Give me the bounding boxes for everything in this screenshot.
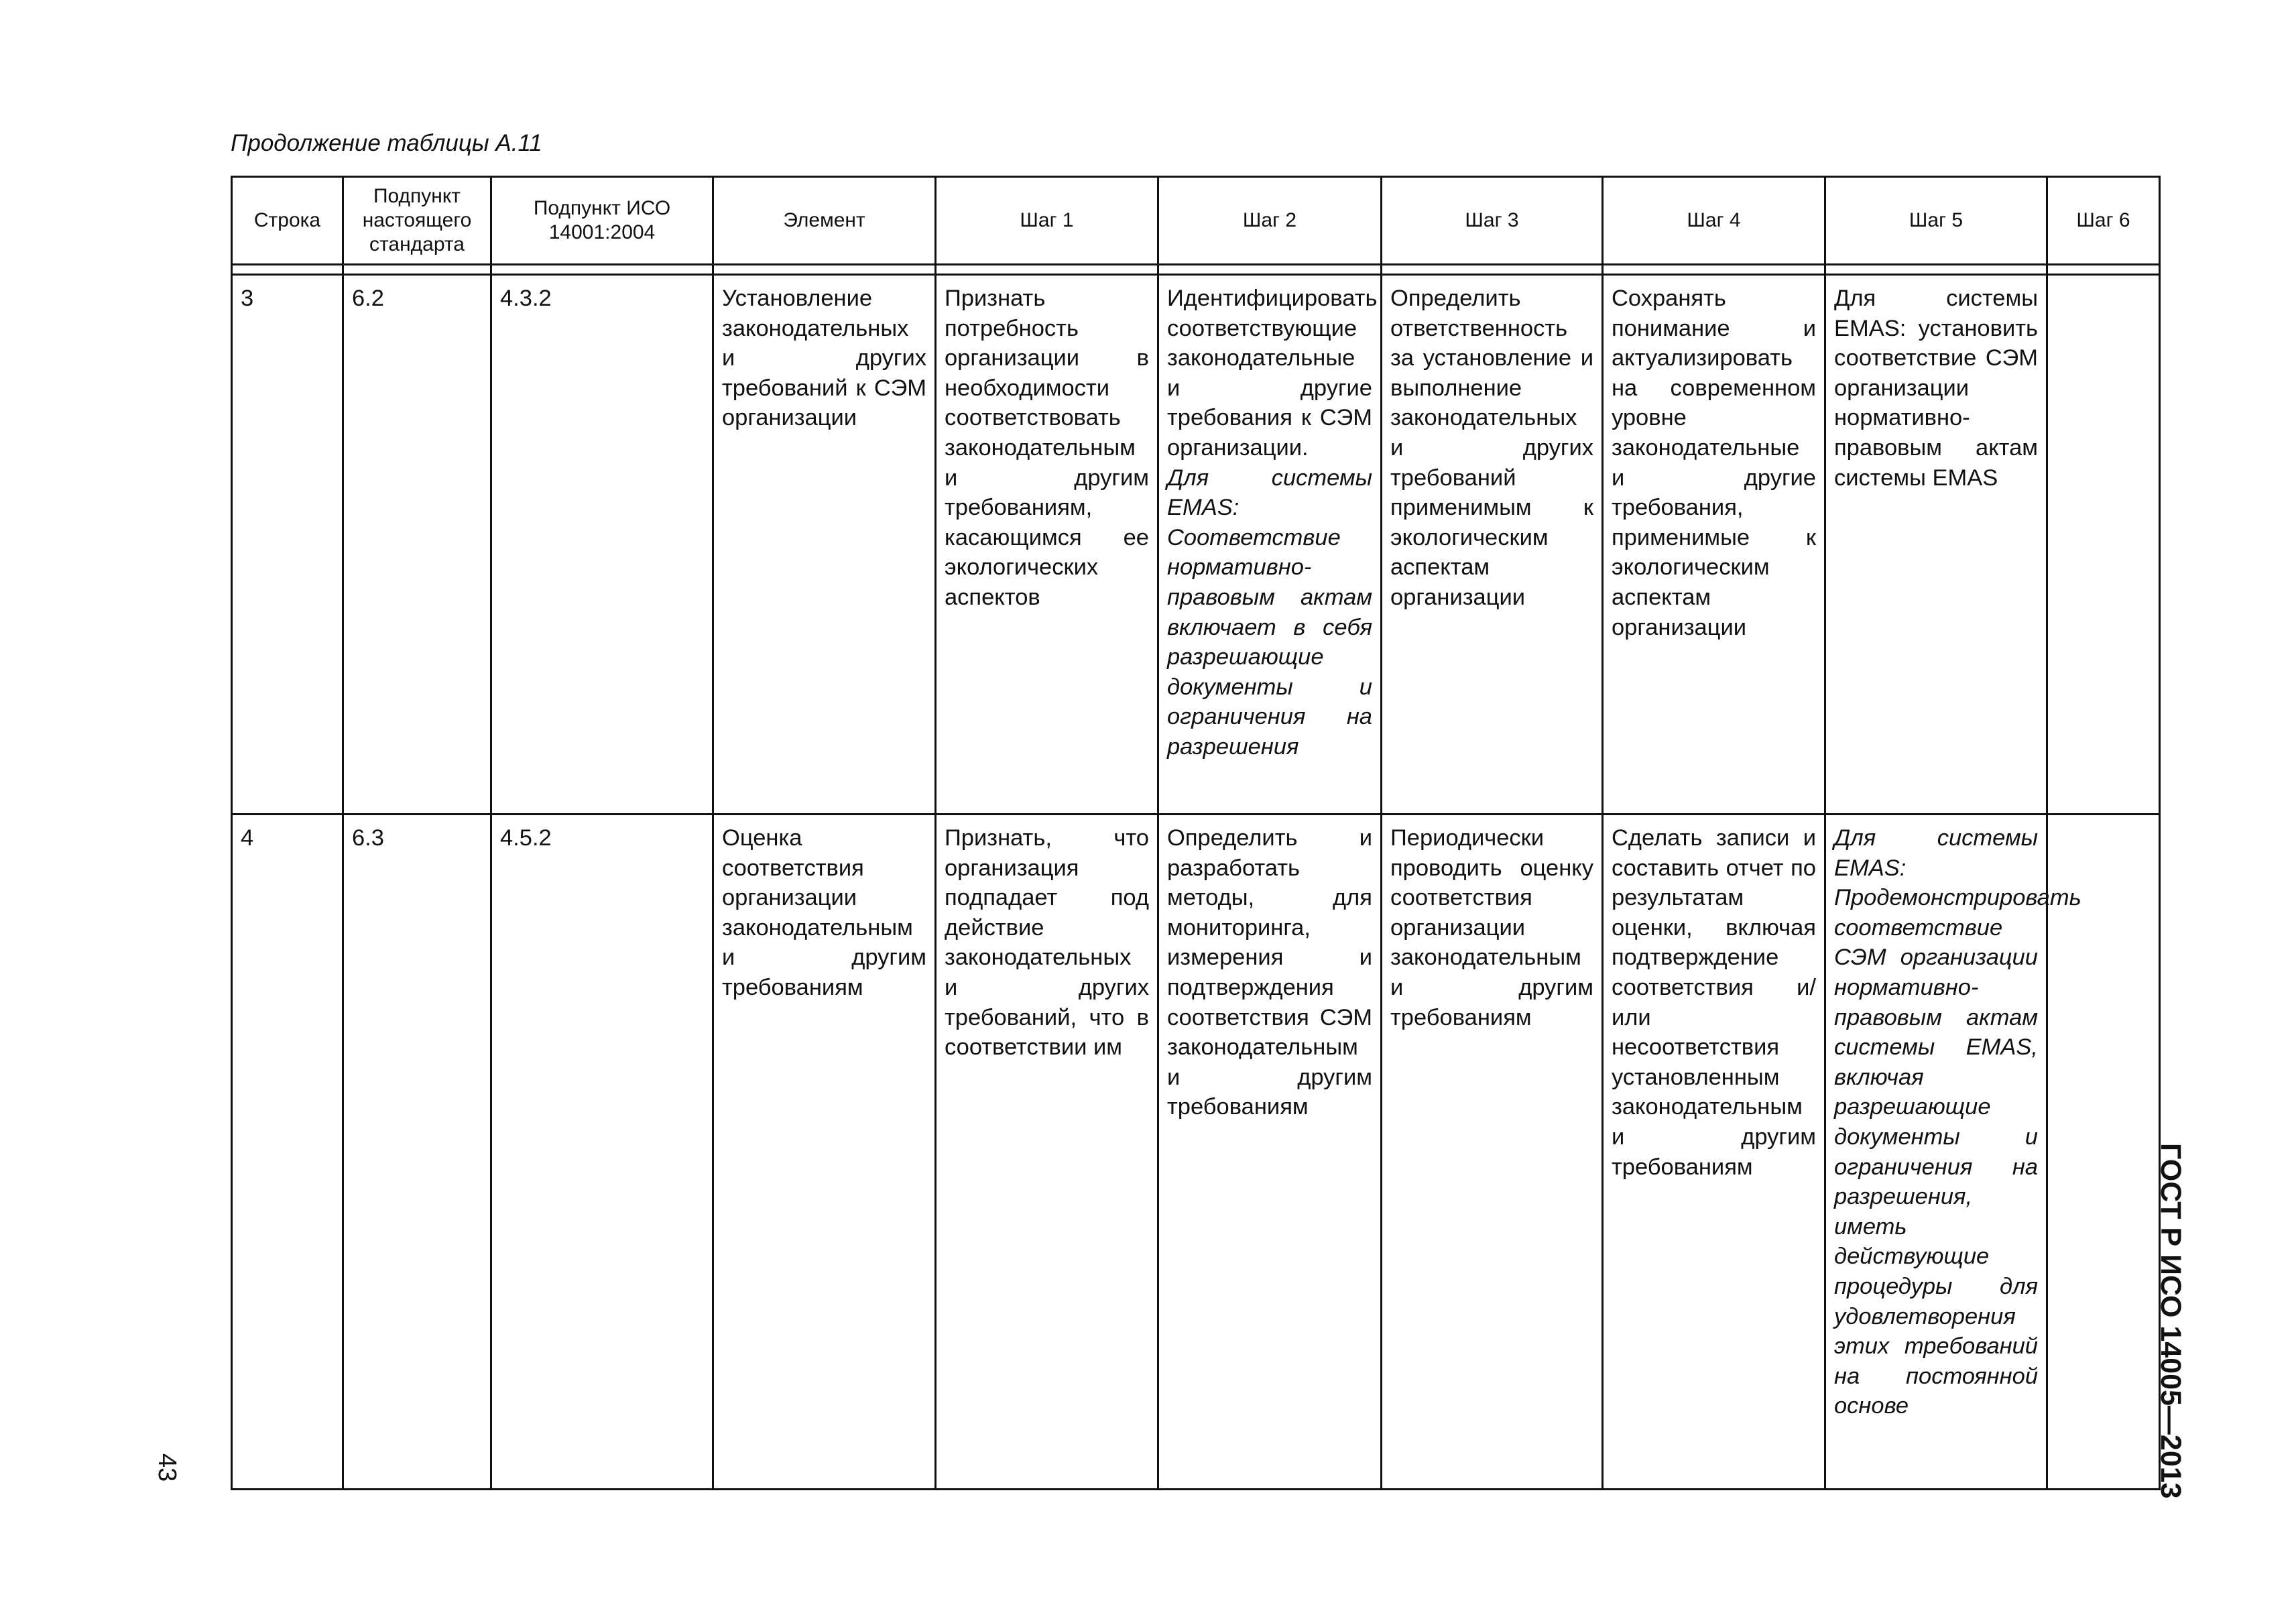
step6-cell	[2047, 275, 2160, 815]
step2-text: Идентифицировать соответствующие законодательные и другие требования к СЭМ организации.	[1167, 286, 1378, 461]
requirements-table	[231, 176, 2161, 1490]
step1-cell: Признать потребность организации в необходимости соответствовать законодательным и другим требованиям, касающимся ее экологических аспектов	[936, 275, 1158, 815]
header-cell: Шаг 1	[936, 177, 1158, 265]
step5-cell: Для системы EMAS: Продемонстрировать соответствие СЭМ организации нормативно-правовым актам системы EMAS, включая разрешающие документы и ограничения на разрешения, иметь действующие процедуры для удовлетворения этих требований на постоянной основе	[1825, 815, 2047, 1490]
header-separator	[232, 265, 2160, 275]
table-row	[232, 815, 2160, 1490]
header-cell: Шаг 3	[1382, 177, 1603, 265]
standard-clause-cell: 6.3	[343, 815, 491, 1490]
header-cell: Шаг 4	[1603, 177, 1825, 265]
table-caption: Продолжение таблицы А.11	[231, 130, 542, 156]
standard-identifier: ГОСТ Р ИСО 14005—2013	[2155, 1143, 2187, 1499]
step4-cell: Сделать записи и составить отчет по результатам оценки, включая подтверждение соответствия и/или несоответствия установленным законодательным и другим требованиям	[1603, 815, 1825, 1490]
iso-clause-cell: 4.5.2	[491, 815, 713, 1490]
step1-cell: Признать, что организация подпадает под действие законодательных и других требований, что в соответствии им	[936, 815, 1158, 1490]
header-cell: Шаг 5	[1825, 177, 2047, 265]
header-cell: Строка	[232, 177, 343, 265]
step3-cell: Периодически проводить оценку соответствия организации законодательным и другим требованиям	[1382, 815, 1603, 1490]
step5-cell: Для системы EMAS: установить соответствие СЭМ организации нормативно-правовым актам системы EMAS	[1825, 275, 2047, 815]
header-cell: Подпункт ИСО 14001:2004	[491, 177, 713, 265]
header-row	[232, 177, 2160, 265]
step2-cell	[1158, 275, 1382, 815]
step2-emas-note: Для системы EMAS: Соответствие нормативно-правовым актам включает в себя разрешающие документы и ограничения на разрешения	[1167, 465, 1372, 760]
header-cell: Шаг 2	[1158, 177, 1382, 265]
row-number-cell: 4	[232, 815, 343, 1490]
iso-clause-cell: 4.3.2	[491, 275, 713, 815]
step4-cell: Сохранять понимание и актуализировать на современном уровне законодательные и другие требования, применимые к экологическим аспектам организации	[1603, 275, 1825, 815]
row-number-cell: 3	[232, 275, 343, 815]
step2-cell: Определить и разработать методы, для мониторинга, измерения и подтверждения соответствия СЭМ законодательным и другим требованиям	[1158, 815, 1382, 1490]
step3-cell: Определить ответственность за установление и выполнение законодательных и других требований применимым к экологическим аспектам организации	[1382, 275, 1603, 815]
standard-clause-cell: 6.2	[343, 275, 491, 815]
step6-cell	[2047, 815, 2160, 1490]
element-cell: Оценка соответствия организации законодательным и другим требованиям	[713, 815, 936, 1490]
table-row	[232, 275, 2160, 815]
page-number: 43	[153, 1453, 181, 1482]
element-cell: Установление законодательных и других требований к СЭМ организации	[713, 275, 936, 815]
header-cell: Шаг 6	[2047, 177, 2160, 265]
header-cell: Элемент	[713, 177, 936, 265]
header-cell: Подпункт настоящего стандарта	[343, 177, 491, 265]
